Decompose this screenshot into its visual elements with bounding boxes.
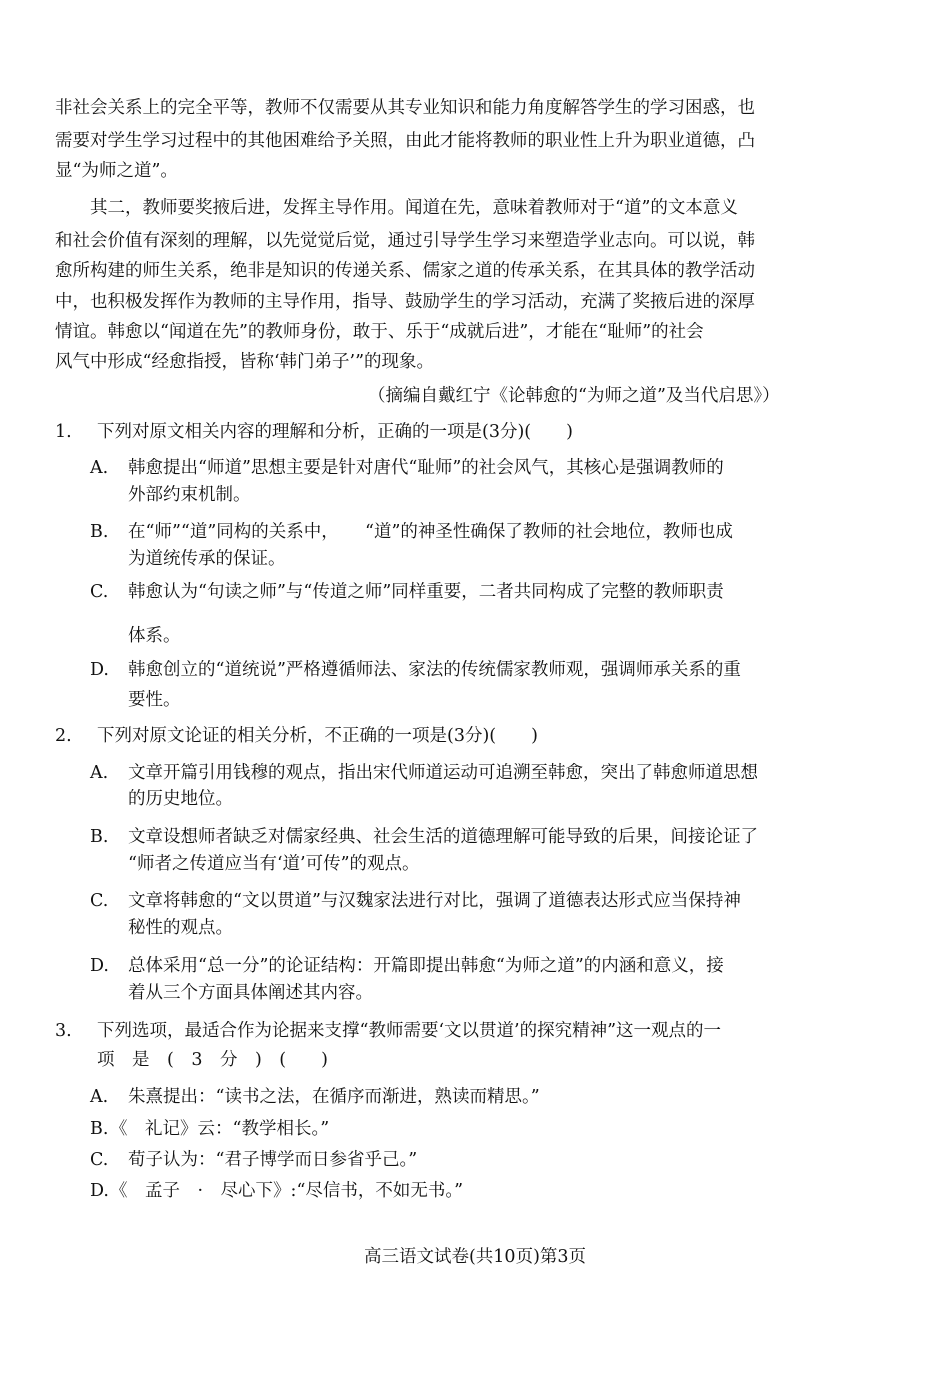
passage-line: 显“为师之道”。 — [55, 161, 178, 181]
option-label: B. — [90, 522, 109, 542]
passage-line: 愈所构建的师生关系，绝非是知识的传递关系、儒家之道的传承关系，在其具体的教学活动 — [55, 261, 755, 281]
option-text: 文章将韩愈的“文以贯道”与汉魏家法进行对比，强调了道德表达形式应当保持神 — [128, 891, 741, 911]
option-text: 在“师”“道”同构的关系中， “道”的神圣性确保了教师的社会地位，教师也成 — [128, 522, 733, 542]
option-text: 文章开篇引用钱穆的观点，指出宋代师道运动可追溯至韩愈，突出了韩愈师道思想 — [128, 763, 758, 783]
option-text: 朱熹提出：“读书之法，在循序而渐进，熟读而精思。” — [128, 1087, 540, 1107]
passage-line: 非社会关系上的完全平等，教师不仅需要从其专业知识和能力角度解答学生的学习困惑，也 — [55, 98, 755, 118]
option-text: 体系。 — [128, 626, 181, 646]
option-text: 《 礼记》云：“教学相长。” — [110, 1119, 330, 1139]
option-label: C. — [90, 582, 109, 602]
option-text: “师者之传道应当有‘道’可传”的观点。 — [128, 854, 420, 874]
option-text: 韩愈提出“师道”思想主要是针对唐代“耻师”的社会风气，其核心是强调教师的 — [128, 458, 724, 478]
passage-line: 风气中形成“经愈指授，皆称‘韩门弟子’”的现象。 — [55, 352, 435, 372]
passage-line: 中，也积极发挥作为教师的主导作用，指导、鼓励学生的学习活动，充满了奖掖后进的深厚 — [55, 292, 755, 312]
passage-line: 和社会价值有深刻的理解，以先觉觉后觉，通过引导学生学习来塑造学业志向。可以说，韩 — [55, 231, 755, 251]
option-label: C. — [90, 1150, 109, 1170]
option-label: D. — [90, 1181, 109, 1201]
passage-line: 需要对学生学习过程中的其他困难给予关照，由此才能将教师的职业性上升为职业道德，凸 — [55, 131, 755, 151]
passage-line: 其二，教师要奖掖后进，发挥主导作用。闻道在先，意味着教师对于“道”的文本意义 — [90, 198, 738, 218]
option-text: 韩愈创立的“道统说”严格遵循师法、家法的传统儒家教师观，强调师承关系的重 — [128, 660, 741, 680]
option-text: 总体采用“总一分”的论证结构：开篇即提出韩愈“为师之道”的内涵和意义，接 — [128, 956, 724, 976]
option-label: C. — [90, 891, 109, 911]
option-text: 为道统传承的保证。 — [128, 549, 286, 569]
passage-line: 情谊。韩愈以“闻道在先”的教师身份，敢于、乐于“成就后进”，才能在“耻师”的社会 — [55, 322, 704, 342]
option-text: 的历史地位。 — [128, 789, 233, 809]
option-label: A. — [90, 458, 109, 478]
question-stem: 下列对原文相关内容的理解和分析，正确的一项是(3分)( ) — [97, 422, 573, 442]
question-number: 3. — [55, 1021, 72, 1041]
option-text: 外部约束机制。 — [128, 485, 251, 505]
passage-source: （摘编自戴红宁《论韩愈的“为师之道”及当代启思》） — [368, 386, 780, 406]
question-stem-cont: 项 是 ( 3 分 ) ( ) — [97, 1050, 328, 1070]
question-number: 1. — [55, 422, 72, 442]
option-label: A. — [90, 1087, 109, 1107]
question-stem: 下列选项，最适合作为论据来支撑“教师需要‘文以贯道’的探究精神”这一观点的一 — [97, 1021, 722, 1041]
page-footer: 高三语文试卷(共10页)第3页 — [363, 1247, 587, 1267]
option-text: 秘性的观点。 — [128, 918, 233, 938]
option-label: B. — [90, 827, 109, 847]
option-text: 韩愈认为“句读之师”与“传道之师”同样重要，二者共同构成了完整的教师职责 — [128, 582, 724, 602]
option-label: B. — [90, 1119, 109, 1139]
option-label: D. — [90, 956, 109, 976]
question-number: 2. — [55, 726, 72, 746]
question-stem: 下列对原文论证的相关分析，不正确的一项是(3分)( ) — [97, 726, 538, 746]
option-text: 《 孟子 · 尽心下》:“尽信书，不如无书。” — [110, 1181, 464, 1201]
option-text: 着从三个方面具体阐述其内容。 — [128, 983, 373, 1003]
option-label: D. — [90, 660, 109, 680]
option-text: 荀子认为：“君子博学而日参省乎己。” — [128, 1150, 418, 1170]
option-text: 文章设想师者缺乏对儒家经典、社会生活的道德理解可能导致的后果，间接论证了 — [128, 827, 758, 847]
option-text: 要性。 — [128, 690, 181, 710]
option-label: A. — [90, 763, 109, 783]
